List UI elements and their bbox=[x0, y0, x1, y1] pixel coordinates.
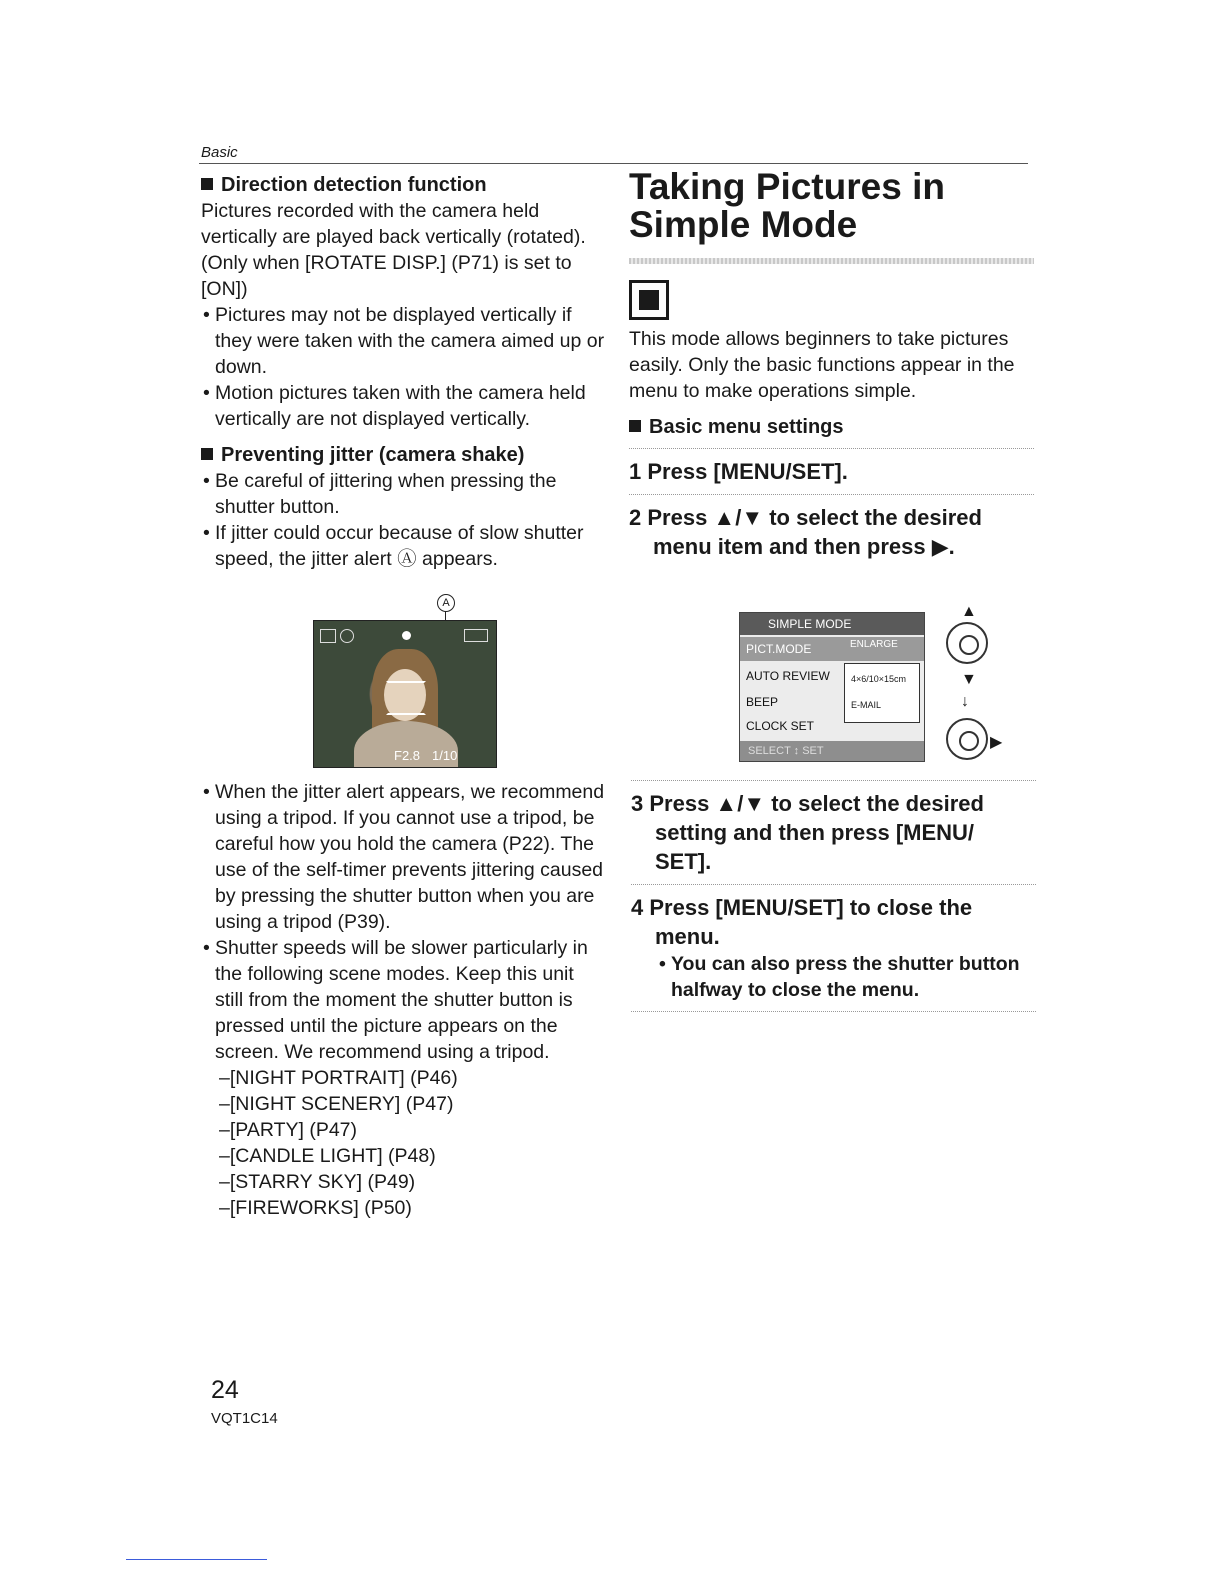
model-code: VQT1C14 bbox=[211, 1410, 278, 1427]
square-bullet-icon bbox=[201, 178, 213, 190]
lcd-submenu: 4×6/10×15cm E-MAIL bbox=[844, 663, 920, 723]
direction-body: Pictures recorded with the camera held vertically are played back vertically (rotated). (Only when [ROTATE DISP.] (P71) is set to [ON]) bbox=[201, 200, 586, 300]
scene-mode-item: –[CANDLE LIGHT] (P48) bbox=[219, 1145, 436, 1167]
section-label: Basic bbox=[201, 144, 238, 161]
intro-text: This mode allows beginners to take pictures easily. Only the basic functions appear in the menu to make operations simple. bbox=[629, 328, 1015, 402]
scene-mode-item: –[FIREWORKS] (P50) bbox=[219, 1197, 412, 1219]
shutter-value: 1/10 bbox=[432, 748, 458, 763]
cursor-pad-icon bbox=[946, 622, 988, 664]
step-2: 2 Press ▲/▼ to select the desired menu item and then press ▶. bbox=[629, 505, 982, 559]
jitter-heading: Preventing jitter (camera shake) bbox=[201, 442, 606, 468]
basic-heading: Basic menu settings bbox=[629, 414, 1034, 440]
step-4-note: • You can also press the shutter button halfway to close the menu. bbox=[631, 951, 1036, 1003]
scene-bullet: • Shutter speeds will be slower particularly in the following scene modes. Keep this unit still from the moment the shutter button is pressed until the picture appears on the screen. We recommend using a tripod. bbox=[201, 935, 606, 1065]
scene-mode-item: –[NIGHT SCENERY] (P47) bbox=[219, 1093, 454, 1115]
title-rule bbox=[629, 258, 1034, 264]
af-frame-icon bbox=[386, 681, 426, 715]
lcd-title: SIMPLE MODE bbox=[740, 613, 924, 635]
lcd-menu-figure bbox=[739, 612, 925, 762]
step-4: 4 Press [MENU/SET] to close the menu. bbox=[631, 895, 973, 949]
battery-icon bbox=[464, 629, 488, 642]
aperture-value: F2.8 bbox=[394, 748, 421, 763]
lcd-row-option: ENLARGE bbox=[850, 639, 898, 650]
then-arrow-icon: ↓ bbox=[961, 693, 969, 710]
step-3: 3 Press ▲/▼ to select the desired setting and then press [MENU/ SET]. bbox=[631, 791, 984, 874]
lcd-row: AUTO REVIEW bbox=[746, 669, 830, 683]
jitter-alert-callout: A bbox=[437, 594, 455, 612]
square-bullet-icon bbox=[201, 448, 213, 460]
step-1: 1 Press [MENU/SET]. bbox=[629, 459, 848, 484]
left-column bbox=[201, 172, 606, 572]
up-arrow-icon: ▲ bbox=[961, 603, 977, 620]
lcd-row: CLOCK SET bbox=[746, 719, 815, 733]
footer-link-rule bbox=[126, 1559, 267, 1560]
right-column bbox=[629, 168, 1034, 561]
direction-bullet: • Motion pictures taken with the camera held vertically are not displayed vertically. bbox=[201, 380, 606, 432]
tripod-bullet: • When the jitter alert appears, we recommend using a tripod. If you cannot use a tripod, be careful how you hold the camera (P22). The use of the self-timer prevents jittering caused by pressing the shutter button when you are using a tripod (P39). bbox=[201, 779, 606, 935]
jitter-bullet: • Be careful of jittering when pressing the shutter button. bbox=[201, 468, 606, 520]
lcd-footer: SELECT ↕ SET bbox=[740, 741, 924, 761]
focus-dot-icon bbox=[402, 631, 411, 640]
direction-bullet: • Pictures may not be displayed vertically if they were taken with the camera aimed up or down. bbox=[201, 302, 606, 380]
right-lower bbox=[631, 772, 1036, 1020]
lcd-row: BEEP bbox=[746, 695, 779, 709]
jitter-bullet: • If jitter could occur because of slow shutter speed, the jitter alert Ⓐ appears. bbox=[201, 520, 606, 572]
simple-mode-icon bbox=[629, 280, 669, 320]
page-number: 24 bbox=[211, 1376, 239, 1404]
down-arrow-icon: ▼ bbox=[961, 671, 977, 688]
jitter-alert-icon bbox=[340, 629, 354, 643]
header-rule bbox=[199, 163, 1028, 164]
page-title: Simple Mode bbox=[629, 204, 858, 245]
scene-mode-item: –[NIGHT PORTRAIT] (P46) bbox=[219, 1067, 458, 1089]
square-bullet-icon bbox=[629, 420, 641, 432]
page-title: Taking Pictures in bbox=[629, 166, 945, 207]
camera-preview-photo bbox=[313, 620, 497, 768]
lcd-row: PICT.MODE bbox=[746, 642, 812, 656]
direction-heading: Direction detection function bbox=[201, 172, 606, 198]
mode-icon bbox=[320, 629, 336, 643]
cursor-pad-icon bbox=[946, 718, 988, 760]
scene-mode-item: –[STARRY SKY] (P49) bbox=[219, 1171, 416, 1193]
left-lower bbox=[201, 779, 606, 1221]
right-arrow-icon: ▶ bbox=[990, 734, 1003, 751]
scene-mode-item: –[PARTY] (P47) bbox=[219, 1119, 358, 1141]
